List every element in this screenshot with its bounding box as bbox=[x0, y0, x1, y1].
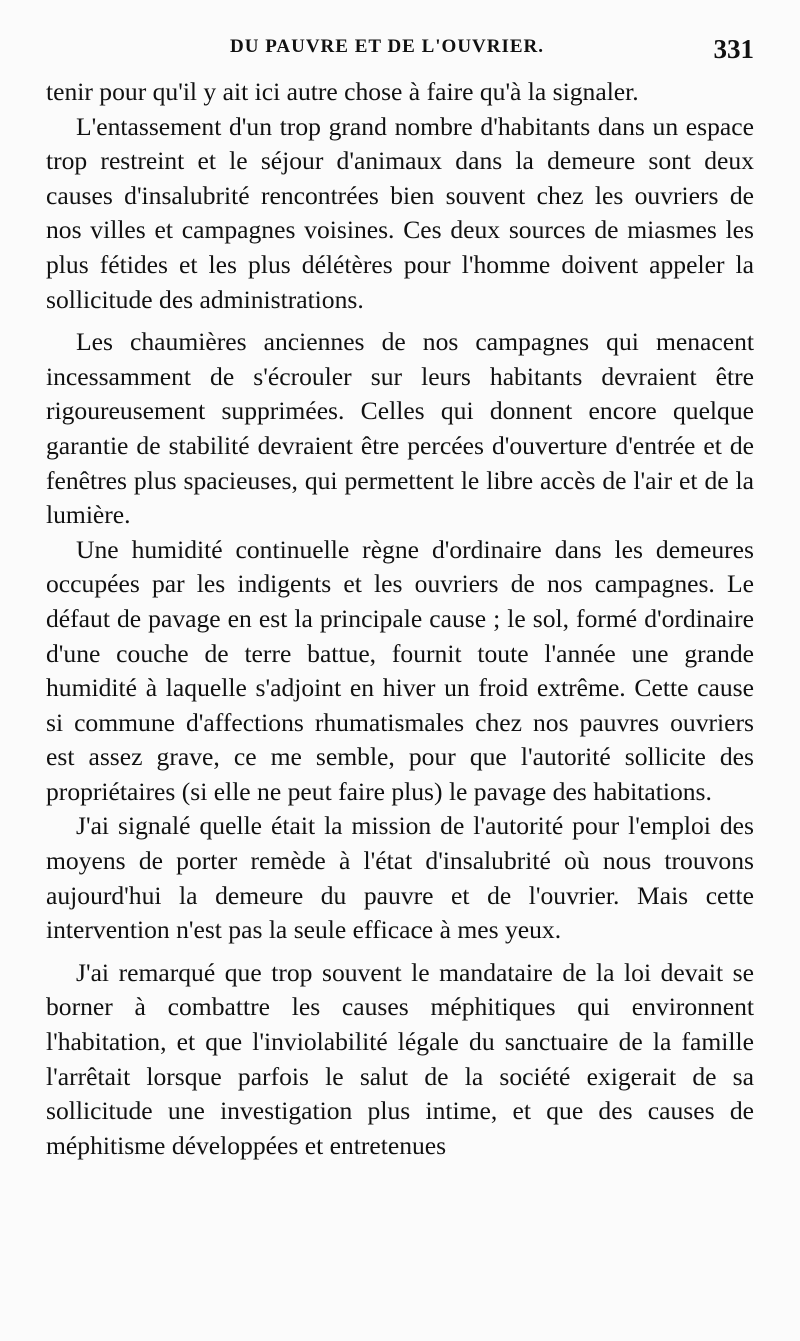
paragraph-humidite: Une humidité continuelle règne d'ordinaire dans les demeures occupées par les indigents et les ouvriers de nos campagnes. Le défaut de pavage en est la principale cause ; le sol, formé d'ordinaire d'une couche de terre battue, fournit toute l'année une grande humidité à laquelle s'adjoint en hiver un froid extrême. Cette cause si commune d'affections rhumatismales chez nos pauvres ouvriers est assez grave, ce me semble, pour que l'autorité sollicite des propriétaires (si elle ne peut faire plus) le pavage des habitations. bbox=[46, 534, 754, 806]
running-title: DU PAUVRE ET DE L'OUVRIER. bbox=[230, 36, 545, 57]
paragraph-continuation: tenir pour qu'il y ait ici autre chose à faire qu'à la signaler. bbox=[46, 77, 639, 106]
body-text bbox=[46, 75, 754, 1163]
page-number: 331 bbox=[713, 34, 754, 64]
paragraph-mandataire: J'ai remarqué que trop souvent le mandataire de la loi devait se borner à combattre les causes méphitiques qui environnent l'habitation, et que l'inviolabilité légale du sanctuaire de la famille l'arrêtait lorsque parfois le salut de la société exigerait de sa sollicitude une investigation plus intime, et que des causes de méphitisme développées et entretenues bbox=[46, 957, 754, 1160]
paragraph-entassement: L'entassement d'un trop grand nombre d'habitants dans un espace trop restreint et le séjour d'animaux dans la demeure sont deux causes d'insalubrité rencontrées bien souvent chez les ouvriers de nos villes et campagnes voisines. Ces deux sources de miasmes les plus fétides et les plus délétères pour l'homme doivent appeler la sollicitude des administrations. bbox=[46, 111, 754, 314]
paragraph-chaumieres: Les chaumières anciennes de nos campagnes qui menacent incessamment de s'écrouler sur leurs habitants devraient être rigoureusement supprimées. Celles qui donnent encore quelque garantie de stabilité devraient être percées d'ouverture d'entrée et de fenêtres plus spacieuses, qui permettent le libre accès de l'air et de la lumière. bbox=[46, 327, 754, 530]
running-header bbox=[46, 34, 754, 74]
paragraph-mission: J'ai signalé quelle était la mission de l'autorité pour l'emploi des moyens de porter remède à l'état d'insalubrité où nous trouvons aujourd'hui la demeure du pauvre et de l'ouvrier. Mais cette intervention n'est pas la seule efficace à mes yeux. bbox=[46, 811, 754, 945]
